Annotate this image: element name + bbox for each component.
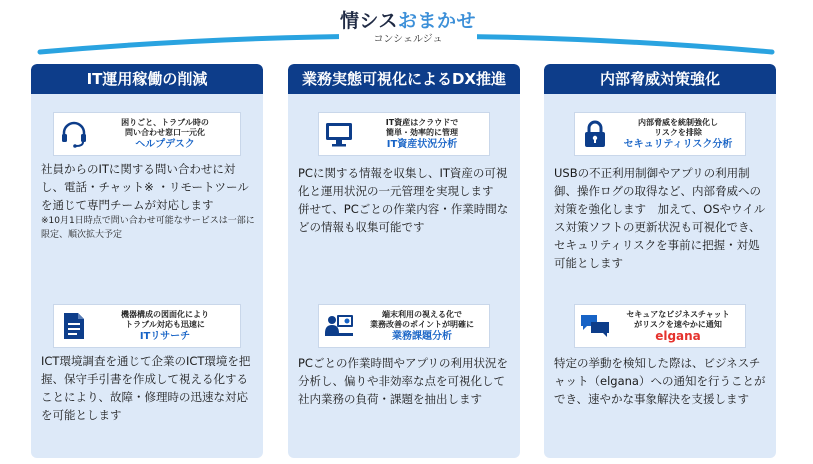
it-asset-description: PCに関する情報を収集し、IT資産の可視化と運用状況の一元管理を実現します 併せて、PCごとの作業内容・作業時間などの情報も収集可能です [298,166,509,234]
card-description: 機器構成の図面化により トラブル対応も迅速に [121,309,209,329]
headset-icon [54,114,94,154]
column-header: 業務実態可視化によるDX推進 [288,64,520,94]
card-description: IT資産はクラウドで 簡単・効率的に管理 [385,117,459,137]
card-it-asset [318,112,490,156]
card-title: IT資産状況分析 [386,138,458,150]
column-internal-threat [544,64,776,458]
security-risk-description: USBの不正利用制御やアプリの利用制御、操作ログの取得など、内部脅威への対策を強化します 加えて、OSやウイルス対策ソフトの更新状況も可視化でき、セキュリティリスクを事前に把握・対処可能とします [554,166,766,270]
card-work-analysis [318,304,490,348]
monitor-icon [319,114,359,154]
card-helpdesk [53,112,241,156]
card-elgana [574,304,746,348]
card-title: ITリサーチ [139,330,191,342]
lock-icon [575,114,615,154]
chat-bubbles-icon [575,306,615,346]
card-description: 内部脅威を統制強化し リスクを排除 [638,117,718,137]
card-security-risk [574,112,746,156]
column-header: 内部脅威対策強化 [544,64,776,94]
logo-title-part1: 情シス [340,10,398,32]
card-description: セキュアなビジネスチャット がリスクを速やかに通知 [626,309,730,329]
logo-area [0,0,813,60]
column-dx [288,64,520,458]
helpdesk-note: ※10月1日時点で問い合わせ可能なサービスは一部に限定、順次拡大予定 [41,216,255,240]
card-it-research [53,304,241,348]
card-description: 困りごと、トラブル時の 問い合わせ窓口一元化 [121,117,209,137]
logo-title [339,9,477,33]
document-icon [54,306,94,346]
worker-clock-icon [319,306,359,346]
helpdesk-text-block [41,160,255,242]
logo [339,9,477,51]
card-title: 業務課題分析 [392,330,452,342]
it-research-description: ICT環境調査を通じて企業のICT環境を把握、保守手引書を作成して視える化することにより、故障・修理時の迅速な対応を可能とします [41,354,251,422]
elgana-description: 特定の挙動を検知した際は、ビジネスチャット（elgana）への通知を行うことができ、速やかな事象解決を支援します [554,356,766,406]
column-it-operation [31,64,263,458]
column-header: IT運用稼働の削減 [31,64,263,94]
work-analysis-description: PCごとの作業時間やアプリの利用状況を分析し、偏りや非効率な点を可視化して社内業務の負荷・課題を抽出します [298,356,509,406]
card-title: セキュリティリスク分析 [623,138,733,150]
logo-subtitle: コンシェルジュ [373,34,443,45]
elgana-logo-text: elgana [655,328,701,343]
card-description: 端末利用の視える化で 業務改善のポイントが明確に [370,309,474,329]
card-title: ヘルプデスク [135,138,195,150]
logo-title-part2: おまかせ [397,10,476,32]
helpdesk-description: 社員からのITに関する問い合わせに対し、電話・チャット※ ・リモートツールを通じて専門チームが対応します [41,162,249,212]
